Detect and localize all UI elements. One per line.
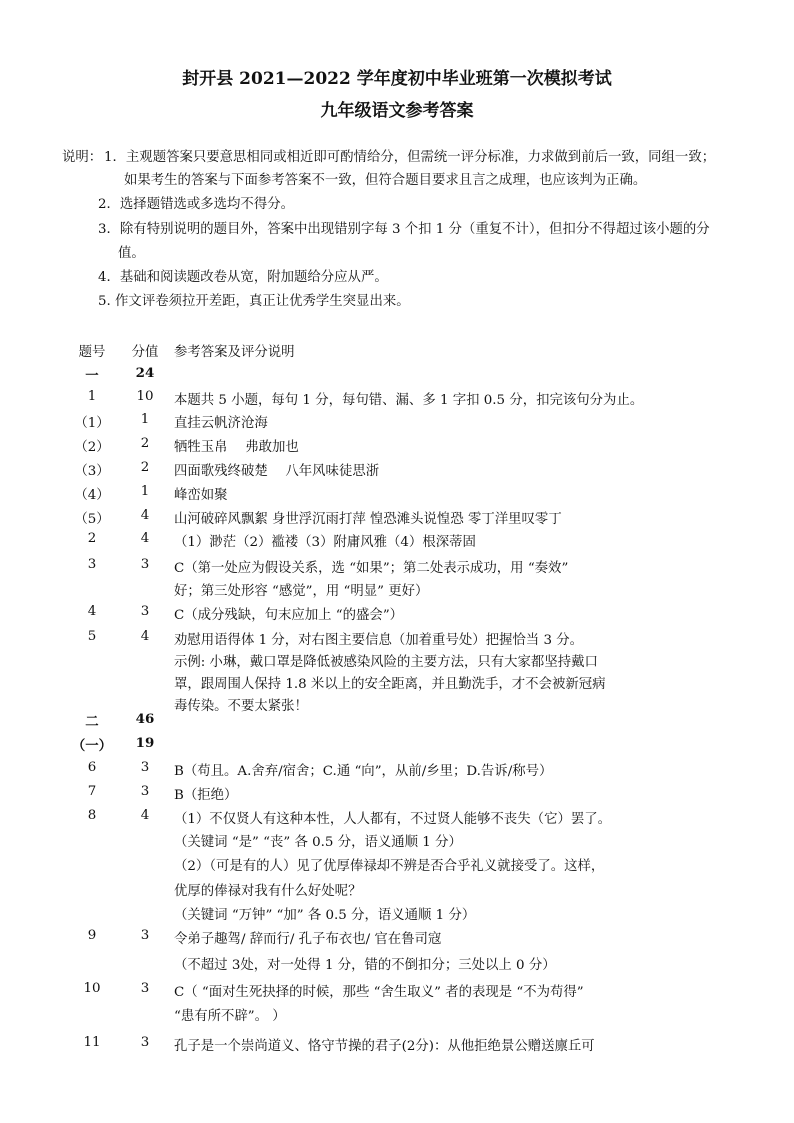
answer-text: C（第一处应为假设关系，选 “如果”；第二处表示成功，用 “奏效” <box>174 561 569 576</box>
document-subtitle: 九年级语文参考答案 <box>320 101 474 121</box>
table-row <box>0 735 794 759</box>
table-row <box>0 784 794 808</box>
answer-text: “患有所不辟”。 ） <box>174 1009 286 1024</box>
table-row <box>0 365 794 389</box>
instruction-3: 3．除有特别说明的题目外，答案中出现错别字每 3 个扣 1 分（重复不计），但扣分不得超过该小题的分 <box>98 222 710 237</box>
answer-text: 毒传染。不要太紧张！ <box>174 699 308 714</box>
question-number: 2 <box>87 531 97 546</box>
score: 3 <box>140 1035 150 1050</box>
table-row <box>0 808 794 832</box>
table-row <box>0 412 794 436</box>
table-row <box>0 484 794 508</box>
table-row <box>0 436 794 460</box>
question-number: 9 <box>87 928 97 943</box>
answer-text: 本题共 5 小题，每句 1 分，每句错、漏、多 1 字扣 0.5 分，扣完该句分为止。 <box>174 393 644 408</box>
answer-text: C（ “面对生死抉择的时候，那些 “舍生取义” 者的表现是 “不为苟得” <box>174 985 584 1000</box>
answer-text: 罩，跟周围人保持 1.8 米以上的安全距离，并且勤洗手，才不会被新冠病 <box>174 677 606 692</box>
question-number: 3 <box>87 557 97 572</box>
table-row <box>0 855 794 879</box>
score: 2 <box>140 460 150 475</box>
table-row <box>0 928 794 952</box>
table-row <box>0 1005 794 1029</box>
score: 10 <box>136 389 154 404</box>
question-number: 10 <box>83 981 101 996</box>
answer-text: 优厚的俸禄对我有什么好处呢？ <box>174 884 362 899</box>
score: 19 <box>135 735 155 751</box>
answer-text: （关键词 “是” “丧” 各 0.5 分，语义通顺 1 分） <box>174 835 462 850</box>
score: 3 <box>140 928 150 943</box>
score: 1 <box>140 412 150 427</box>
answer-text: 牺牲玉帛 弗敢加也 <box>174 440 299 455</box>
answer-text: C（成分残缺，句末应加上 “的盛会”） <box>174 608 404 623</box>
score: 1 <box>140 484 150 499</box>
score: 4 <box>140 808 150 823</box>
question-number: （5） <box>74 512 110 527</box>
question-number: 4 <box>87 604 97 619</box>
answer-text: 峰峦如聚 <box>174 488 228 503</box>
answer-text: 好；第三处形容 “感觉”，用 “明显” 更好） <box>174 584 429 599</box>
table-row <box>0 711 794 735</box>
instruction-5: 5. 作文评卷须拉开差距，真正让优秀学生突显出来。 <box>98 294 410 309</box>
document-title: 封开县 2021—2022 学年度初中毕业班第一次模拟考试 <box>182 69 612 89</box>
header-answer: 参考答案及评分说明 <box>174 345 295 360</box>
instruction-1: 1．主观题答案只要意思相同或相近即可酌情给分，但需统一评分标准，力求做到前后一致，同组一致； <box>104 150 716 165</box>
instruction-4: 4．基础和阅读题改卷从宽，附加题给分应从严。 <box>98 270 388 285</box>
table-row <box>0 460 794 484</box>
score: 46 <box>135 711 155 727</box>
instruction-3-continued: 值。 <box>118 246 145 261</box>
table-row <box>0 629 794 653</box>
answer-text: （1）渺茫（2）褴褛（3）附庸风雅（4）根深蒂固 <box>174 535 476 550</box>
answer-text: 令弟子趣驾/ 辞而行/ 孔子布衣也/ 官在鲁司寇 <box>174 932 442 947</box>
table-row <box>0 389 794 413</box>
answer-text: 山河破碎风飘絮 身世浮沉雨打萍 惶恐滩头说惶恐 零丁洋里叹零丁 <box>174 512 562 527</box>
header-score: 分值 <box>131 345 159 360</box>
table-row <box>0 531 794 555</box>
instruction-1-continued: 如果考生的答案与下面参考答案不一致，但符合题目要求且言之成理，也应该判为正确。 <box>124 173 647 188</box>
score: 24 <box>135 365 155 381</box>
question-number: 一 <box>85 368 99 384</box>
table-row <box>0 580 794 604</box>
answer-text: B（苟且。A.舍弃/宿舍；C.通 “向”，从前/乡里；D.告诉/称号） <box>174 764 553 779</box>
table-row <box>0 604 794 628</box>
table-row <box>0 880 794 904</box>
score: 2 <box>140 436 150 451</box>
table-row <box>0 981 794 1005</box>
score: 3 <box>140 760 150 775</box>
question-number: （2） <box>74 440 110 455</box>
answer-text: B（拒绝） <box>174 788 238 803</box>
score: 3 <box>140 604 150 619</box>
answer-text: （不超过 3处，对一处得 1 分，错的不倒扣分；三处以上 0 分） <box>174 958 556 973</box>
header-question-number: 题号 <box>78 345 106 360</box>
answer-text: 孔子是一个崇尚道义、恪守节操的君子(2分)：从他拒绝景公赠送廪丘可 <box>174 1039 595 1054</box>
answer-text: 直挂云帆济沧海 <box>174 416 268 431</box>
question-number: 7 <box>87 784 97 799</box>
question-number: （一） <box>71 738 113 754</box>
question-number: 二 <box>85 714 99 730</box>
table-row <box>0 673 794 697</box>
table-row <box>0 831 794 855</box>
answer-text: （2）（可是有的人）见了优厚俸禄却不辨是否合乎礼义就接受了。这样， <box>174 859 605 874</box>
question-number: （4） <box>74 488 110 503</box>
table-row <box>0 760 794 784</box>
question-number: 8 <box>87 808 97 823</box>
question-number: 5 <box>87 629 97 644</box>
score: 3 <box>140 981 150 996</box>
answer-text: 四面歌残终破楚 八年风味徒思浙 <box>174 464 380 479</box>
question-number: （1） <box>74 416 110 431</box>
score: 3 <box>140 784 150 799</box>
score: 3 <box>140 557 150 572</box>
question-number: 11 <box>83 1035 101 1050</box>
table-row <box>0 508 794 532</box>
answer-text: 示例: 小琳，戴口罩是降低被感染风险的主要方法，只有大家都坚持戴口 <box>174 655 598 670</box>
score: 4 <box>140 508 150 523</box>
table-row <box>0 954 794 978</box>
table-row <box>0 904 794 928</box>
answer-text: 劝慰用语得体 1 分，对右图主要信息（加着重号处）把握恰当 3 分。 <box>174 633 584 648</box>
table-row <box>0 651 794 675</box>
table-row <box>0 557 794 581</box>
answer-text: （关键词 “万钟” “加” 各 0.5 分，语义通顺 1 分） <box>174 908 476 923</box>
question-number: 6 <box>87 760 97 775</box>
question-number: 1 <box>87 389 97 404</box>
score: 4 <box>140 531 150 546</box>
instruction-2: 2．选择题错选或多选均不得分。 <box>98 197 294 212</box>
instructions-label: 说明： <box>62 150 103 165</box>
table-row <box>0 1035 794 1059</box>
answer-text: （1）不仅贤人有这种本性，人人都有，不过贤人能够不丧失（它）罢了。 <box>174 812 612 827</box>
table-header <box>0 341 794 365</box>
score: 4 <box>140 629 150 644</box>
question-number: （3） <box>74 464 110 479</box>
